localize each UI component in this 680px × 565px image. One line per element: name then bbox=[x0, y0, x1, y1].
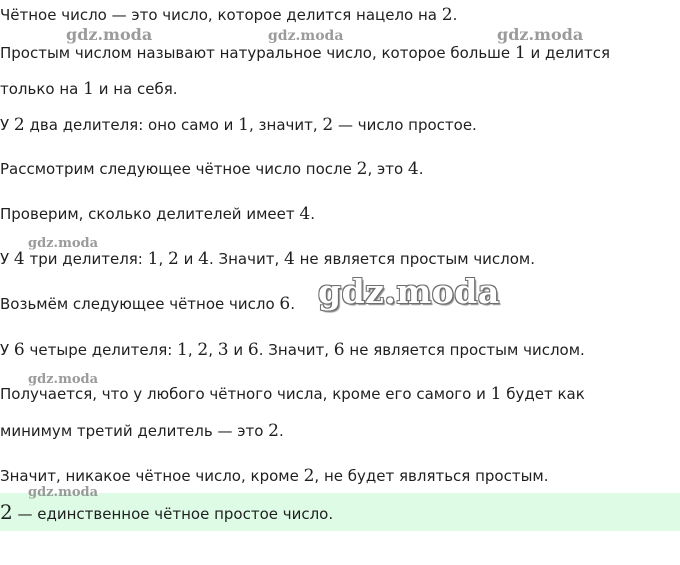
math-number: 2 bbox=[303, 466, 315, 486]
text-segment: только на bbox=[0, 80, 84, 98]
text-segment: , bbox=[208, 341, 218, 359]
math-number: 2 bbox=[441, 5, 453, 25]
conclusion-line bbox=[0, 502, 333, 524]
text-segment: У bbox=[0, 250, 14, 268]
text-line bbox=[0, 204, 315, 224]
text-line bbox=[0, 5, 457, 25]
watermark: gdz.moda bbox=[28, 372, 99, 387]
math-number: 6 bbox=[333, 340, 345, 360]
math-number: 4 bbox=[284, 249, 295, 269]
text-line bbox=[0, 249, 535, 269]
text-segment: Рассмотрим следующее чётное число после bbox=[0, 160, 357, 178]
text-line bbox=[0, 294, 295, 314]
math-number: 1 bbox=[238, 115, 249, 135]
text-segment: Проверим, сколько делителей имеет bbox=[0, 205, 300, 223]
text-segment: — число простое. bbox=[333, 116, 477, 134]
math-number: 6 bbox=[13, 340, 25, 360]
text-segment: , значит, bbox=[249, 116, 323, 134]
text-segment: — единственное чётное простое число. bbox=[12, 505, 334, 523]
text-line bbox=[0, 340, 585, 360]
text-segment: , bbox=[158, 250, 169, 268]
text-line bbox=[0, 421, 284, 441]
text-line bbox=[0, 43, 610, 63]
text-segment: , не будет являться простым. bbox=[314, 467, 549, 485]
math-number: 1 bbox=[83, 79, 94, 99]
text-line bbox=[0, 115, 477, 135]
text-segment: не является простым числом. bbox=[294, 250, 536, 268]
text-segment: Чётное число — это число, которое делится нацело на bbox=[0, 6, 442, 24]
math-number: 4 bbox=[299, 204, 311, 224]
watermark: gdz.moda bbox=[28, 236, 99, 251]
text-segment: . bbox=[418, 160, 424, 178]
text-segment: и делится bbox=[525, 44, 610, 62]
watermark: gdz.moda bbox=[497, 25, 584, 44]
text-segment: три делителя: bbox=[24, 250, 148, 268]
text-segment: Получается, что у любого чётного числа, кроме его самого и bbox=[0, 385, 491, 403]
math-number: 4 bbox=[407, 159, 419, 179]
text-line bbox=[0, 159, 424, 179]
math-number: 2 bbox=[0, 500, 13, 524]
text-segment: . Значит, bbox=[258, 341, 334, 359]
text-segment: У bbox=[0, 116, 14, 134]
text-line bbox=[0, 384, 585, 404]
text-segment: минимум третий делитель — это bbox=[0, 422, 269, 440]
text-line bbox=[0, 466, 549, 486]
math-number: 1 bbox=[514, 43, 526, 63]
text-segment: Значит, никакое чётное число, кроме bbox=[0, 467, 304, 485]
text-segment: четыре делителя: bbox=[24, 341, 178, 359]
text-segment: и на себя. bbox=[93, 80, 178, 98]
math-number: 1 bbox=[177, 340, 188, 360]
math-number: 2 bbox=[168, 249, 179, 269]
watermark-large: gdz.moda bbox=[318, 272, 500, 311]
text-segment: будет как bbox=[501, 385, 585, 403]
math-number: 4 bbox=[198, 249, 209, 269]
text-segment: , это bbox=[367, 160, 408, 178]
math-number: 2 bbox=[322, 115, 334, 135]
text-segment: . bbox=[279, 422, 284, 440]
math-number: 1 bbox=[147, 249, 159, 269]
text-segment: , bbox=[187, 341, 198, 359]
math-number: 2 bbox=[356, 159, 368, 179]
watermark: gdz.moda bbox=[28, 485, 99, 500]
math-number: 2 bbox=[13, 115, 25, 135]
text-segment: . bbox=[310, 205, 315, 223]
text-segment: . bbox=[452, 6, 458, 24]
text-segment: Возьмём следующее чётное число bbox=[0, 295, 280, 313]
math-number: 4 bbox=[13, 249, 25, 269]
math-number: 2 bbox=[197, 340, 209, 360]
text-segment: У bbox=[0, 341, 14, 359]
text-segment: и bbox=[178, 250, 199, 268]
text-segment: Простым числом называют натуральное число, которое больше bbox=[0, 44, 515, 62]
watermark: gdz.moda bbox=[268, 28, 344, 44]
math-number: 6 bbox=[247, 340, 259, 360]
text-segment: не является простым числом. bbox=[344, 341, 585, 359]
math-number: 1 bbox=[490, 384, 502, 404]
text-segment: . bbox=[290, 295, 296, 313]
text-line bbox=[0, 79, 178, 99]
text-segment: и bbox=[228, 341, 248, 359]
watermark: gdz.moda bbox=[66, 25, 153, 44]
math-number: 6 bbox=[279, 294, 291, 314]
text-segment: два делителя: оно само и bbox=[24, 116, 239, 134]
text-segment: . Значит, bbox=[208, 250, 285, 268]
math-number: 3 bbox=[217, 340, 229, 360]
math-number: 2 bbox=[268, 421, 279, 441]
